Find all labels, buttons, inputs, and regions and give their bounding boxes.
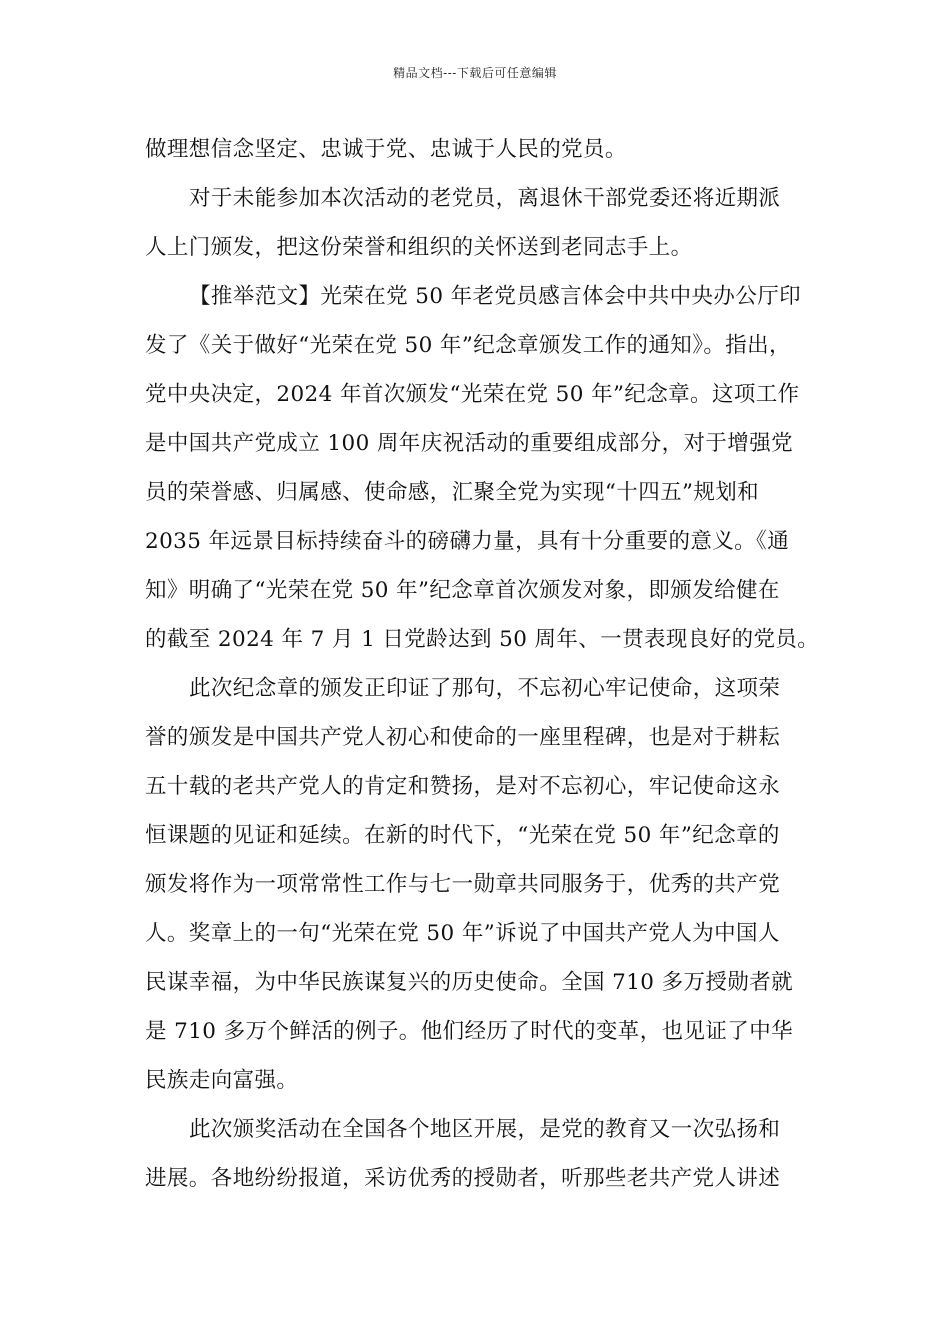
text-line: 是 710 多万个鲜活的例子。他们经历了时代的变革，也见证了中华 [145, 1019, 794, 1044]
text-line: 2035 年远景目标持续奋斗的磅礴力量，具有十分重要的意义。《通 [145, 529, 790, 554]
text-line: 的截至 2024 年 7 月 1 日党龄达到 50 周年、一贯表现良好的党员。 [145, 627, 820, 652]
text-line: 颁发将作为一项常常性工作与七一勋章共同服务于，优秀的共产党 [145, 872, 781, 897]
text-line: 对于未能参加本次活动的老党员，离退休干部党委还将近期派 [189, 186, 781, 211]
text-line: 民谋幸福，为中华民族谋复兴的历史使命。全国 710 多万授勋者就 [145, 970, 794, 995]
document-body [145, 131, 820, 1209]
text-line: 进展。各地纷纷报道，采访优秀的授勋者，听那些老共产党人讲述 [145, 1166, 781, 1191]
text-line: 人。奖章上的一句“光荣在党 50 年”诉说了中国共产党人为中国人 [145, 921, 780, 946]
text-line: 人上门颁发，把这份荣誉和组织的关怀送到老同志手上。 [145, 235, 693, 260]
text-line: 发了《关于做好“光荣在党 50 年”纪念章颁发工作的通知》。指出， [145, 333, 791, 358]
text-line: 党中央决定，2024 年首次颁发“光荣在党 50 年”纪念章。这项工作 [145, 382, 800, 407]
page-header: 精品文档---下载后可任意编辑 [393, 66, 557, 80]
text-line: 此次颁奖活动在全国各个地区开展，是党的教育又一次弘扬和 [189, 1117, 781, 1142]
text-line: 员的荣誉感、归属感、使命感，汇聚全党为实现“十四五”规划和 [145, 480, 760, 505]
text-line: 【推举范文】光荣在党 50 年老党员感言体会中共中央办公厅印 [189, 284, 802, 309]
text-line: 誉的颁发是中国共产党人初心和使命的一座里程碑，也是对于耕耘 [145, 725, 781, 750]
text-line: 五十载的老共产党人的肯定和赞扬，是对不忘初心，牢记使命这永 [145, 774, 781, 799]
text-line: 知》明确了“光荣在党 50 年”纪念章首次颁发对象，即颁发给健在 [145, 578, 780, 603]
text-line: 恒课题的见证和延续。在新的时代下，“光荣在党 50 年”纪念章的 [145, 823, 780, 848]
text-line: 民族走向富强。 [145, 1068, 299, 1093]
text-line: 做理想信念坚定、忠诚于党、忠诚于人民的党员。 [145, 137, 627, 162]
text-line: 是中国共产党成立 100 周年庆祝活动的重要组成部分，对于增强党 [145, 431, 794, 456]
text-line: 此次纪念章的颁发正印证了那句，不忘初心牢记使命，这项荣 [189, 676, 781, 701]
